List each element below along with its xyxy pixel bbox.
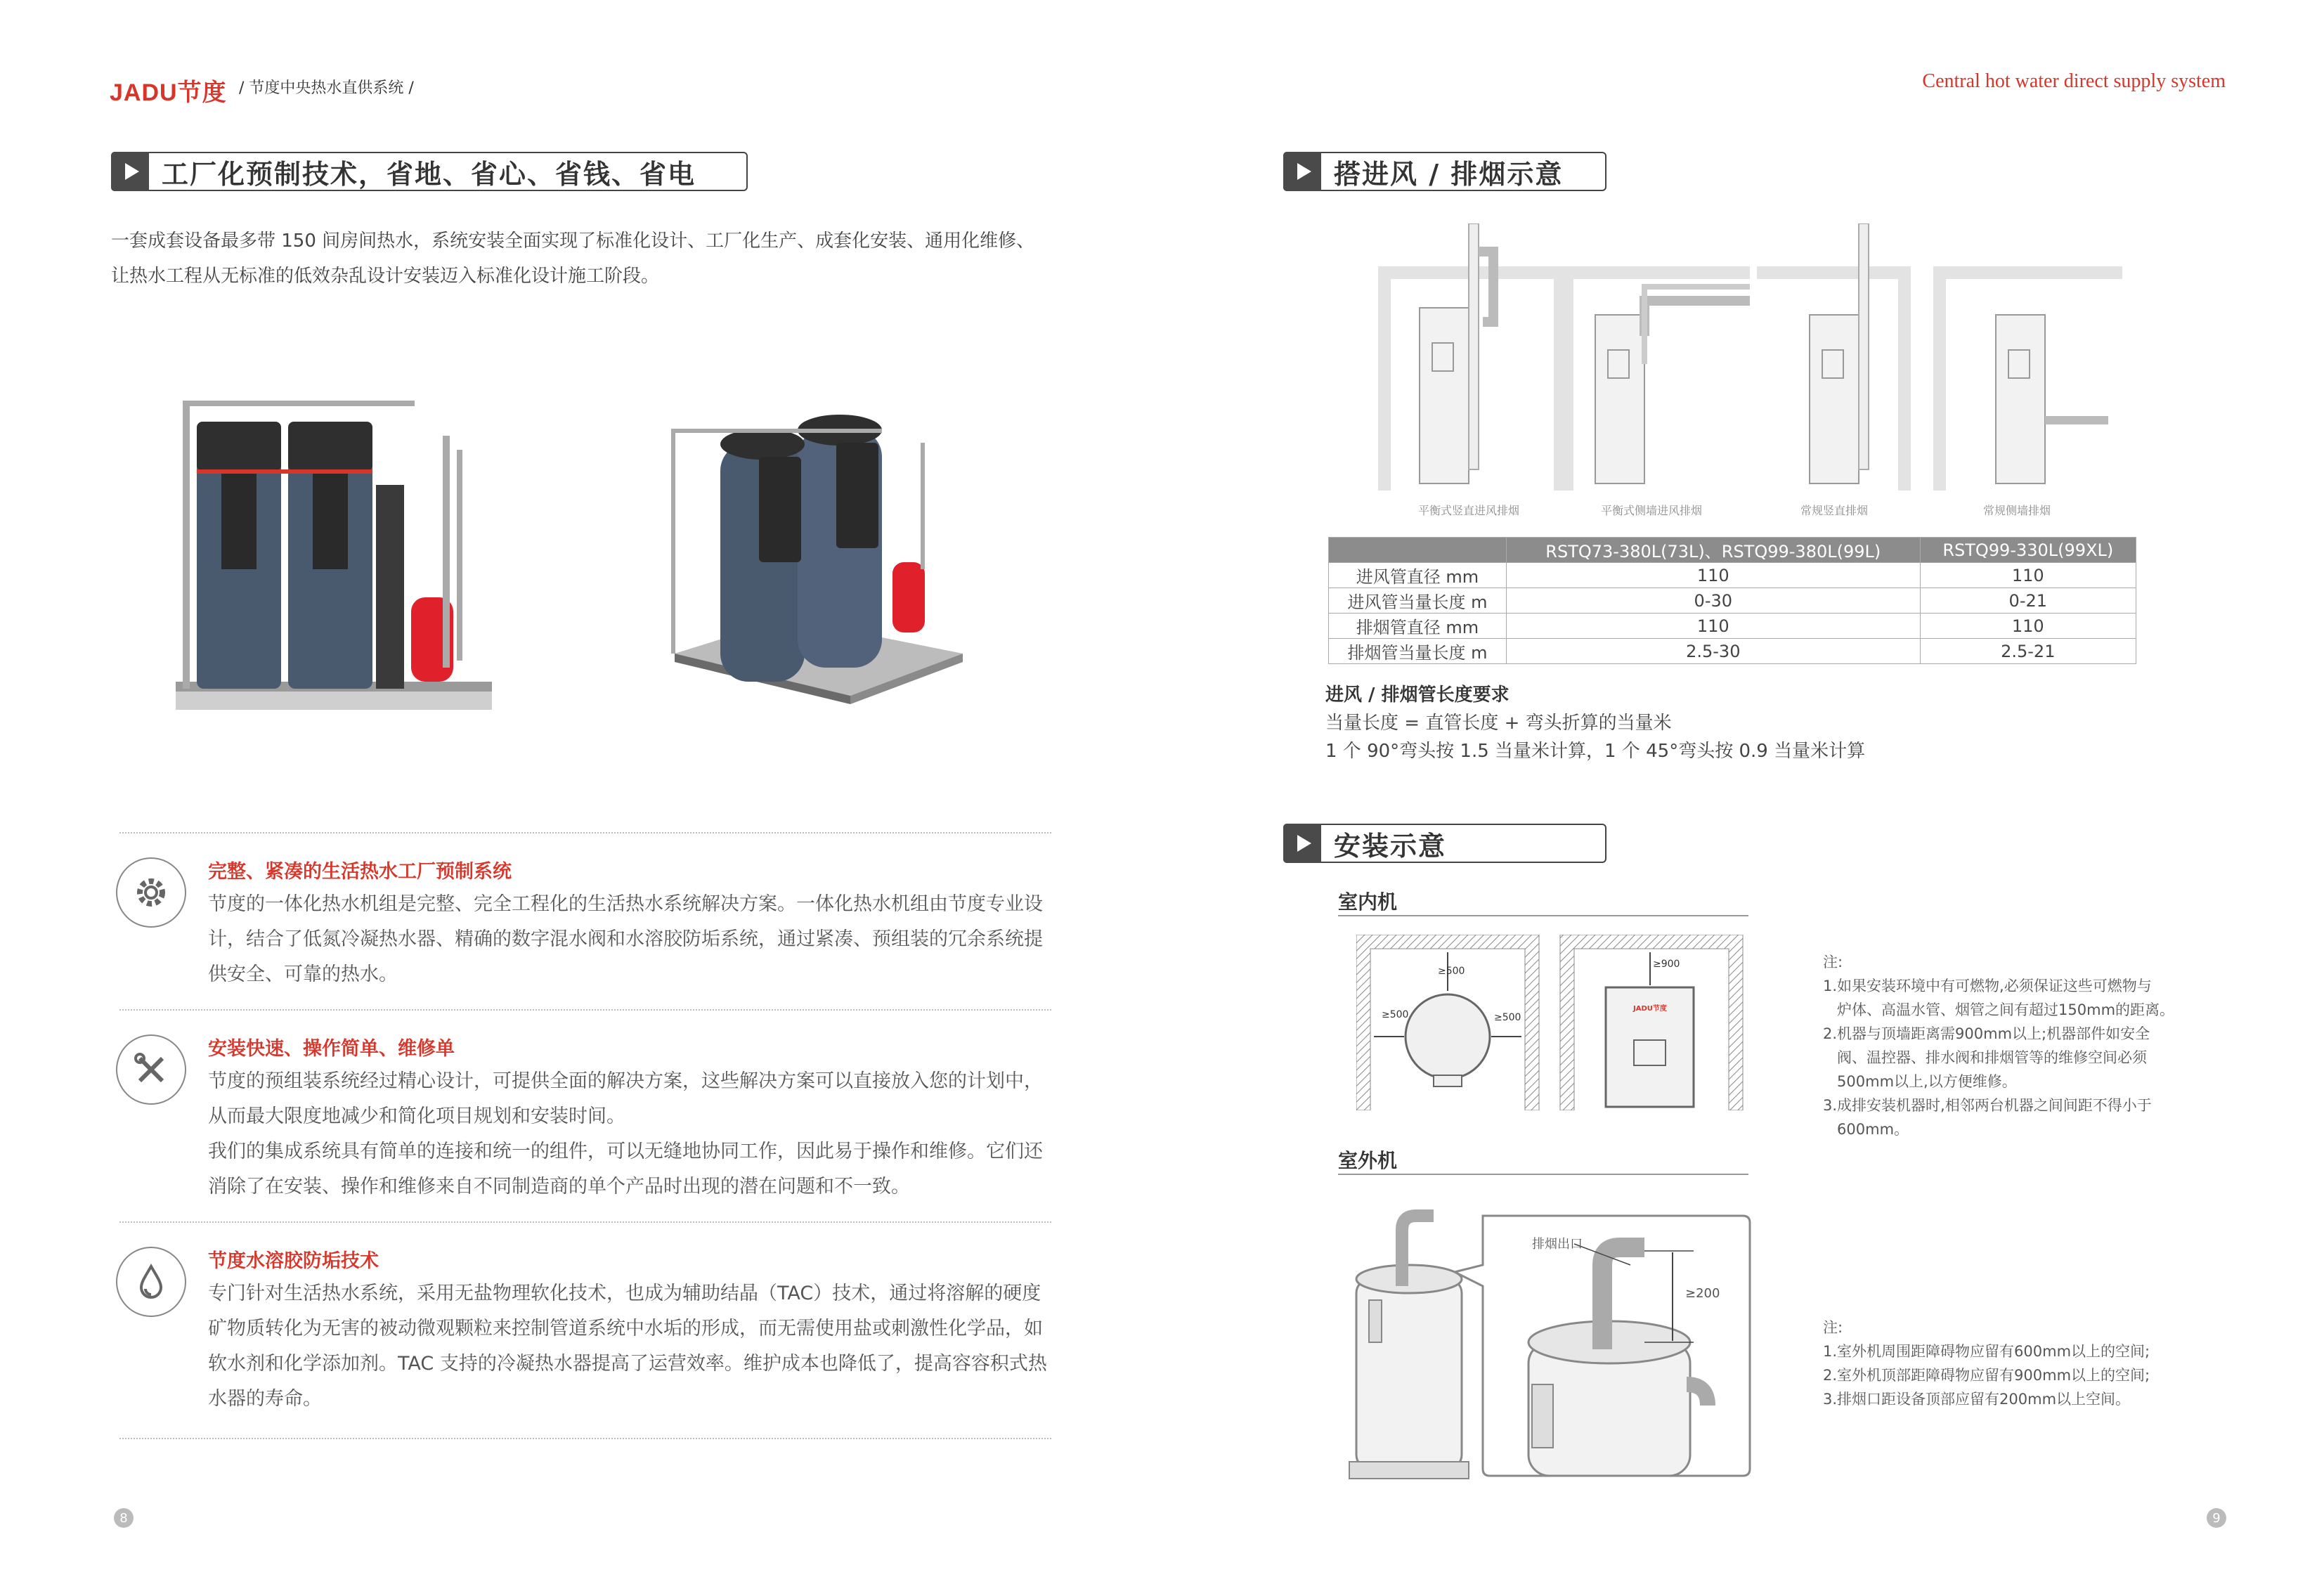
table-cell: 110 <box>1920 614 2136 639</box>
section-title-vent: 搭进风 / 排烟示意 <box>1283 152 1606 191</box>
vent-diagrams <box>1377 223 2122 491</box>
outdoor-divider <box>1338 1174 1748 1175</box>
vent-caption-3: 常规竖直排烟 <box>1800 504 1868 517</box>
indoor-clearance-diagram <box>1356 935 1750 1110</box>
note-line: 1.室外机周围距障碍物应留有600mm以上的空间; <box>1823 1343 2150 1360</box>
play-arrow-icon <box>111 152 149 191</box>
clearance-left-label: ≥500 <box>1382 1009 1409 1020</box>
feature-text-quick-install: 节度的预组装系统经过精心设计，可提供全面的解决方案，这些解决方案可以直接放入您的计划中，从而最大限度地减少和简化项目规划和安装时间。 <box>208 1070 1043 1127</box>
table-header-cell: RSTQ99-330L(99XL) <box>1920 538 2136 563</box>
note-line: 炉体、高温水管、烟管之间有超过150mm的距离。 <box>1823 1001 2175 1018</box>
vent-diagram-standard-side <box>1940 273 2122 491</box>
section-title-prefab: 工厂化预制技术，省地、省心、省钱、省电 <box>111 152 748 191</box>
table-row <box>1329 588 2136 614</box>
requirement-title: 进风 / 排烟管长度要求 <box>1325 684 1510 706</box>
water-drop-icon <box>116 1247 186 1317</box>
note-line: 2.室外机顶部距障碍物应留有900mm以上的空间; <box>1823 1367 2150 1384</box>
table-cell: 进风管直径 mm <box>1329 563 1507 588</box>
clearance-top-900-label: ≥900 <box>1653 959 1680 970</box>
table-cell: 110 <box>1507 563 1921 588</box>
page-number-left: 8 <box>114 1508 134 1528</box>
divider <box>119 1221 1051 1223</box>
clearance-right-label: ≥500 <box>1494 1012 1521 1023</box>
clearance-top-label: ≥500 <box>1438 966 1465 977</box>
tools-icon <box>116 1034 186 1105</box>
divider <box>119 1009 1051 1011</box>
unit-brand-mark: JADU节度 <box>1633 1005 1667 1013</box>
indoor-notes <box>1823 950 2188 1141</box>
vent-caption-1: 平衡式竖直进风排烟 <box>1417 504 1519 517</box>
section-title-install: 安装示意 <box>1283 824 1606 863</box>
table-cell: 排烟管直径 mm <box>1329 614 1507 639</box>
table-header-cell: RSTQ73-380L(73L)、RSTQ99-380L(99L) <box>1507 538 1921 563</box>
note-line: 2.机器与顶墙距离需900mm以上;机器部件如安全 <box>1823 1025 2150 1042</box>
play-arrow-icon <box>1283 824 1321 863</box>
vent-diagram-balanced-vertical <box>1384 223 1560 491</box>
note-line: 1.如果安装环境中有可燃物,必须保证这些可燃物与 <box>1823 978 2152 994</box>
note-line: 3.成排安装机器时,相邻两台机器之间间距不得小于 <box>1823 1097 2152 1114</box>
vent-diagram-standard-vertical <box>1757 223 1904 491</box>
table-cell: 进风管当量长度 m <box>1329 588 1507 614</box>
feature-text-prefab-system: 节度的一体化热水机组是完整、完全工程化的生活热水系统解决方案。一体化热水机组由节度专业设计，结合了低氮冷凝热水器、精确的数字混水阀和水溶胶防垢系统，通过紧凑、预组装的冗余系统提供安全、可靠的热水。 <box>208 893 1043 985</box>
table-row <box>1329 563 2136 588</box>
divider <box>119 1438 1051 1439</box>
page-header-title: Central hot water direct supply system <box>1922 70 2226 92</box>
note-line: 600mm。 <box>1823 1121 1909 1138</box>
note-line: 阀、温控器、排水阀和排烟管等的维修空间必须 <box>1823 1049 2148 1066</box>
table-header-row <box>1329 538 2136 563</box>
table-cell: 110 <box>1920 563 2136 588</box>
feature-text-anti-scale: 专门针对生活热水系统，采用无盐物理软化技术，也成为辅助结晶（TAC）技术，通过将溶解的硬度矿物质转化为无害的被动微观颗粒来控制管道系统中水垢的形成，而无需使用盐或刺激性化学品，如软水剂和化学添加剂。TAC 支持的冷凝热水器提高了运营效率。维护成本也降低了，提高容容积式热水器的寿命。 <box>208 1283 1047 1410</box>
table-row <box>1329 639 2136 664</box>
indoor-unit-label: 室内机 <box>1338 890 1398 914</box>
divider <box>119 832 1051 833</box>
exhaust-outlet-label: 排烟出口 <box>1532 1237 1583 1252</box>
vent-spec-table <box>1328 537 2136 664</box>
outdoor-unit-label: 室外机 <box>1338 1149 1398 1172</box>
feature-title-quick-install: 安装快速、操作简单、维修单 <box>208 1038 455 1060</box>
requirement-line-1: 当量长度 = 直管长度 + 弯头折算的当量米 <box>1325 713 1672 734</box>
outdoor-notes <box>1823 1316 2216 1411</box>
note-line: 3.排烟口距设备顶部应留有200mm以上空间。 <box>1823 1391 2131 1408</box>
gear-icon <box>116 857 186 928</box>
intro-paragraph: 一套成套设备最多带 150 间房间热水，系统安装全面实现了标准化设计、工厂化生产、成套化安装、通用化维修、让热水工程从无标准的低效杂乱设计安装迈入标准化设计施工阶段。 <box>111 231 1035 287</box>
product-image-system-angled <box>668 401 970 710</box>
table-cell: 2.5-30 <box>1507 639 1921 664</box>
note-line: 500mm以上,以方便维修。 <box>1823 1073 2017 1090</box>
table-cell: 2.5-21 <box>1920 639 2136 664</box>
indoor-divider <box>1338 915 1748 916</box>
clearance-200-label: ≥200 <box>1685 1286 1720 1301</box>
requirement-line-2: 1 个 90°弯头按 1.5 当量米计算，1 个 45°弯头按 0.9 当量米计算 <box>1325 741 1866 762</box>
vent-caption-2: 平衡式侧墙进风排烟 <box>1600 504 1702 517</box>
note-head: 注: <box>1823 1319 1843 1336</box>
vent-diagram-balanced-side <box>1567 273 1750 491</box>
play-arrow-icon <box>1283 152 1321 191</box>
table-cell: 110 <box>1507 614 1921 639</box>
table-cell: 0-30 <box>1507 588 1921 614</box>
page-number-right: 9 <box>2207 1508 2226 1528</box>
table-header-cell <box>1329 538 1507 563</box>
feature-title-prefab-system: 完整、紧凑的生活热水工厂预制系统 <box>208 861 512 883</box>
note-head: 注: <box>1823 954 1843 971</box>
brand-logo: JADU节度 <box>110 79 227 106</box>
breadcrumb: / 节度中央热水直供系统 / <box>239 79 414 97</box>
table-cell: 0-21 <box>1920 588 2136 614</box>
table-row <box>1329 614 2136 639</box>
feature-title-anti-scale: 节度水溶胶防垢技术 <box>208 1250 379 1272</box>
product-image-system-front <box>169 379 506 724</box>
vent-caption-4: 常规侧墙排烟 <box>1982 504 2051 517</box>
table-cell: 排烟管当量长度 m <box>1329 639 1507 664</box>
feature-text-quick-install-2: 我们的集成系统具有简单的连接和统一的组件，可以无缝地协同工作，因此易于操作和维修。它们还消除了在安装、操作和维修来自不同制造商的单个产品时出现的潜在问题和不一致。 <box>208 1141 1043 1198</box>
